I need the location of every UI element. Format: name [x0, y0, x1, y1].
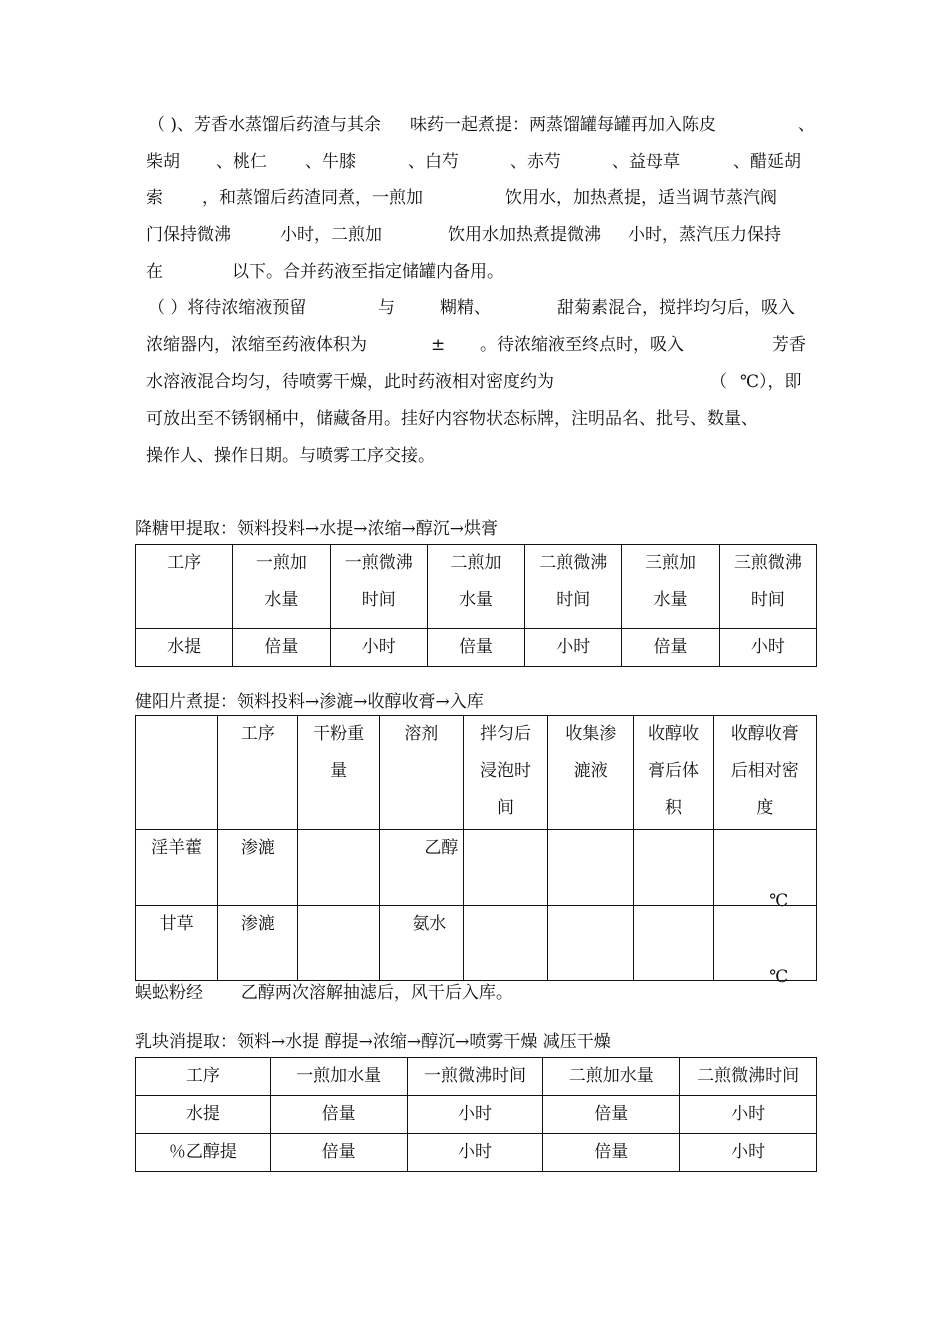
- table1-header-cell: 三煎加 水量: [622, 545, 719, 629]
- table1-header-row: [136, 545, 817, 629]
- table3-cell: 水提: [136, 1096, 271, 1134]
- paragraph2-line2: 浓缩器内，浓缩至药液体积为 ± 。待浓缩液至终点时，吸入 芳香: [146, 335, 806, 355]
- table1-cell: 小时: [330, 629, 427, 667]
- table2-note: 蜈蚣粉经 乙醇两次溶解抽滤后，风干后入库。: [135, 983, 513, 1003]
- table3-header-cell: 一煎微沸时间: [407, 1058, 543, 1096]
- table-row: [136, 1096, 817, 1134]
- table3-cell: 倍量: [543, 1134, 680, 1172]
- table2-header-cell: 工序: [218, 716, 298, 830]
- table1-cell: 倍量: [427, 629, 524, 667]
- table3-cell: 倍量: [270, 1096, 407, 1134]
- table1-cell: 水提: [136, 629, 233, 667]
- table2-header-cell: 收集渗 漉液: [548, 716, 634, 830]
- table1: [135, 544, 817, 667]
- table2-header-cell: 干粉重 量: [298, 716, 379, 830]
- table2-cell: [634, 830, 713, 906]
- table2-cell-process: 渗漉: [218, 906, 298, 981]
- table2-header-cell: 收醇收膏 后相对密 度: [713, 716, 816, 830]
- table2: [135, 715, 817, 987]
- table1-caption: 降糖甲提取：领料投料→水提→浓缩→醇沉→烘膏: [135, 519, 498, 539]
- table1-cell: 倍量: [233, 629, 330, 667]
- table1-header-cell: 一煎加 水量: [233, 545, 330, 629]
- table3-cell: ％乙醇提: [136, 1134, 271, 1172]
- table2-header-row: [136, 716, 817, 830]
- table2-cell: [298, 906, 379, 981]
- table3-cell: 小时: [407, 1134, 543, 1172]
- table-row: [136, 830, 817, 906]
- table1-header-cell: 二煎微沸 时间: [525, 545, 622, 629]
- table2-header-cell: [136, 716, 218, 830]
- table2-cell-name: 甘草: [136, 906, 218, 981]
- table1-header-cell: 三煎微沸 时间: [719, 545, 816, 629]
- table3-caption: 乳块消提取：领料→水提 醇提→浓缩→醇沉→喷雾干燥 减压干燥: [135, 1032, 611, 1052]
- table1-cell: 小时: [719, 629, 816, 667]
- table2-cell: [463, 830, 547, 906]
- table2-cell-name: 淫羊藿: [136, 830, 218, 906]
- table2-cell: [548, 830, 634, 906]
- paragraph2-line1: （ ）将待浓缩液预留 与 糊精、 甜菊素混合，搅拌均匀后，吸入: [148, 298, 795, 318]
- table-row: [136, 906, 817, 981]
- table1-cell: 倍量: [622, 629, 719, 667]
- paragraph1-line5: 在 以下。合并药液至指定储罐内备用。: [146, 262, 504, 282]
- paragraph1-line1: （ )、芳香水蒸馏后药渣与其余 味药一起煮提：两蒸馏罐每罐再加入陈皮 、: [148, 115, 815, 135]
- paragraph2-line5: 操作人、操作日期。与喷雾工序交接。: [146, 446, 435, 466]
- table-row: [136, 629, 817, 667]
- table-row: [136, 1134, 817, 1172]
- table2-caption: 健阳片煮提：领料投料→渗漉→收醇收膏→入库: [135, 692, 484, 712]
- table1-header-cell: 一煎微沸 时间: [330, 545, 427, 629]
- table3-header-row: [136, 1058, 817, 1096]
- table1-header-cell: 二煎加 水量: [427, 545, 524, 629]
- table2-cell: [463, 906, 547, 981]
- table2-cell-solvent: 氨水: [379, 906, 463, 981]
- table2-cell-unit: ℃: [713, 830, 816, 906]
- table1-cell: 小时: [525, 629, 622, 667]
- paragraph1-line3: 索 ，和蒸馏后药渣同煮，一煎加 饮用水，加热煮提，适当调节蒸汽阀: [146, 188, 777, 208]
- table2-header-cell: 收醇收 膏后体 积: [634, 716, 713, 830]
- table2-cell-unit: ℃: [713, 906, 816, 981]
- table3-header-cell: 工序: [136, 1058, 271, 1096]
- table3-cell: 小时: [680, 1134, 817, 1172]
- table2-cell: [298, 830, 379, 906]
- paragraph1-line4: 门保持微沸 小时，二煎加 饮用水加热煮提微沸 小时，蒸汽压力保持: [146, 225, 781, 245]
- table1-header-cell: 工序: [136, 545, 233, 629]
- table2-header-cell: 拌匀后 浸泡时 间: [463, 716, 547, 830]
- table2-cell-solvent: 乙醇: [379, 830, 463, 906]
- table3-cell: 小时: [680, 1096, 817, 1134]
- table2-cell-process: 渗漉: [218, 830, 298, 906]
- paragraph1-line2: 柴胡 、桃仁 、牛膝 、白芍 、赤芍 、益母草 、醋延胡: [146, 152, 801, 172]
- table3-header-cell: 一煎加水量: [270, 1058, 407, 1096]
- table3: [135, 1057, 817, 1172]
- paragraph2-line3: 水溶液混合均匀，待喷雾干燥，此时药液相对密度约为 （ ℃），即: [146, 372, 802, 392]
- table3-cell: 倍量: [543, 1096, 680, 1134]
- table3-cell: 倍量: [270, 1134, 407, 1172]
- table2-cell: [634, 906, 713, 981]
- table3-header-cell: 二煎微沸时间: [680, 1058, 817, 1096]
- table2-header-cell: 溶剂: [379, 716, 463, 830]
- paragraph2-line4: 可放出至不锈钢桶中，储藏备用。挂好内容物状态标牌，注明品名、批号、数量、: [146, 409, 758, 429]
- table2-cell: [548, 906, 634, 981]
- table3-header-cell: 二煎加水量: [543, 1058, 680, 1096]
- table3-cell: 小时: [407, 1096, 543, 1134]
